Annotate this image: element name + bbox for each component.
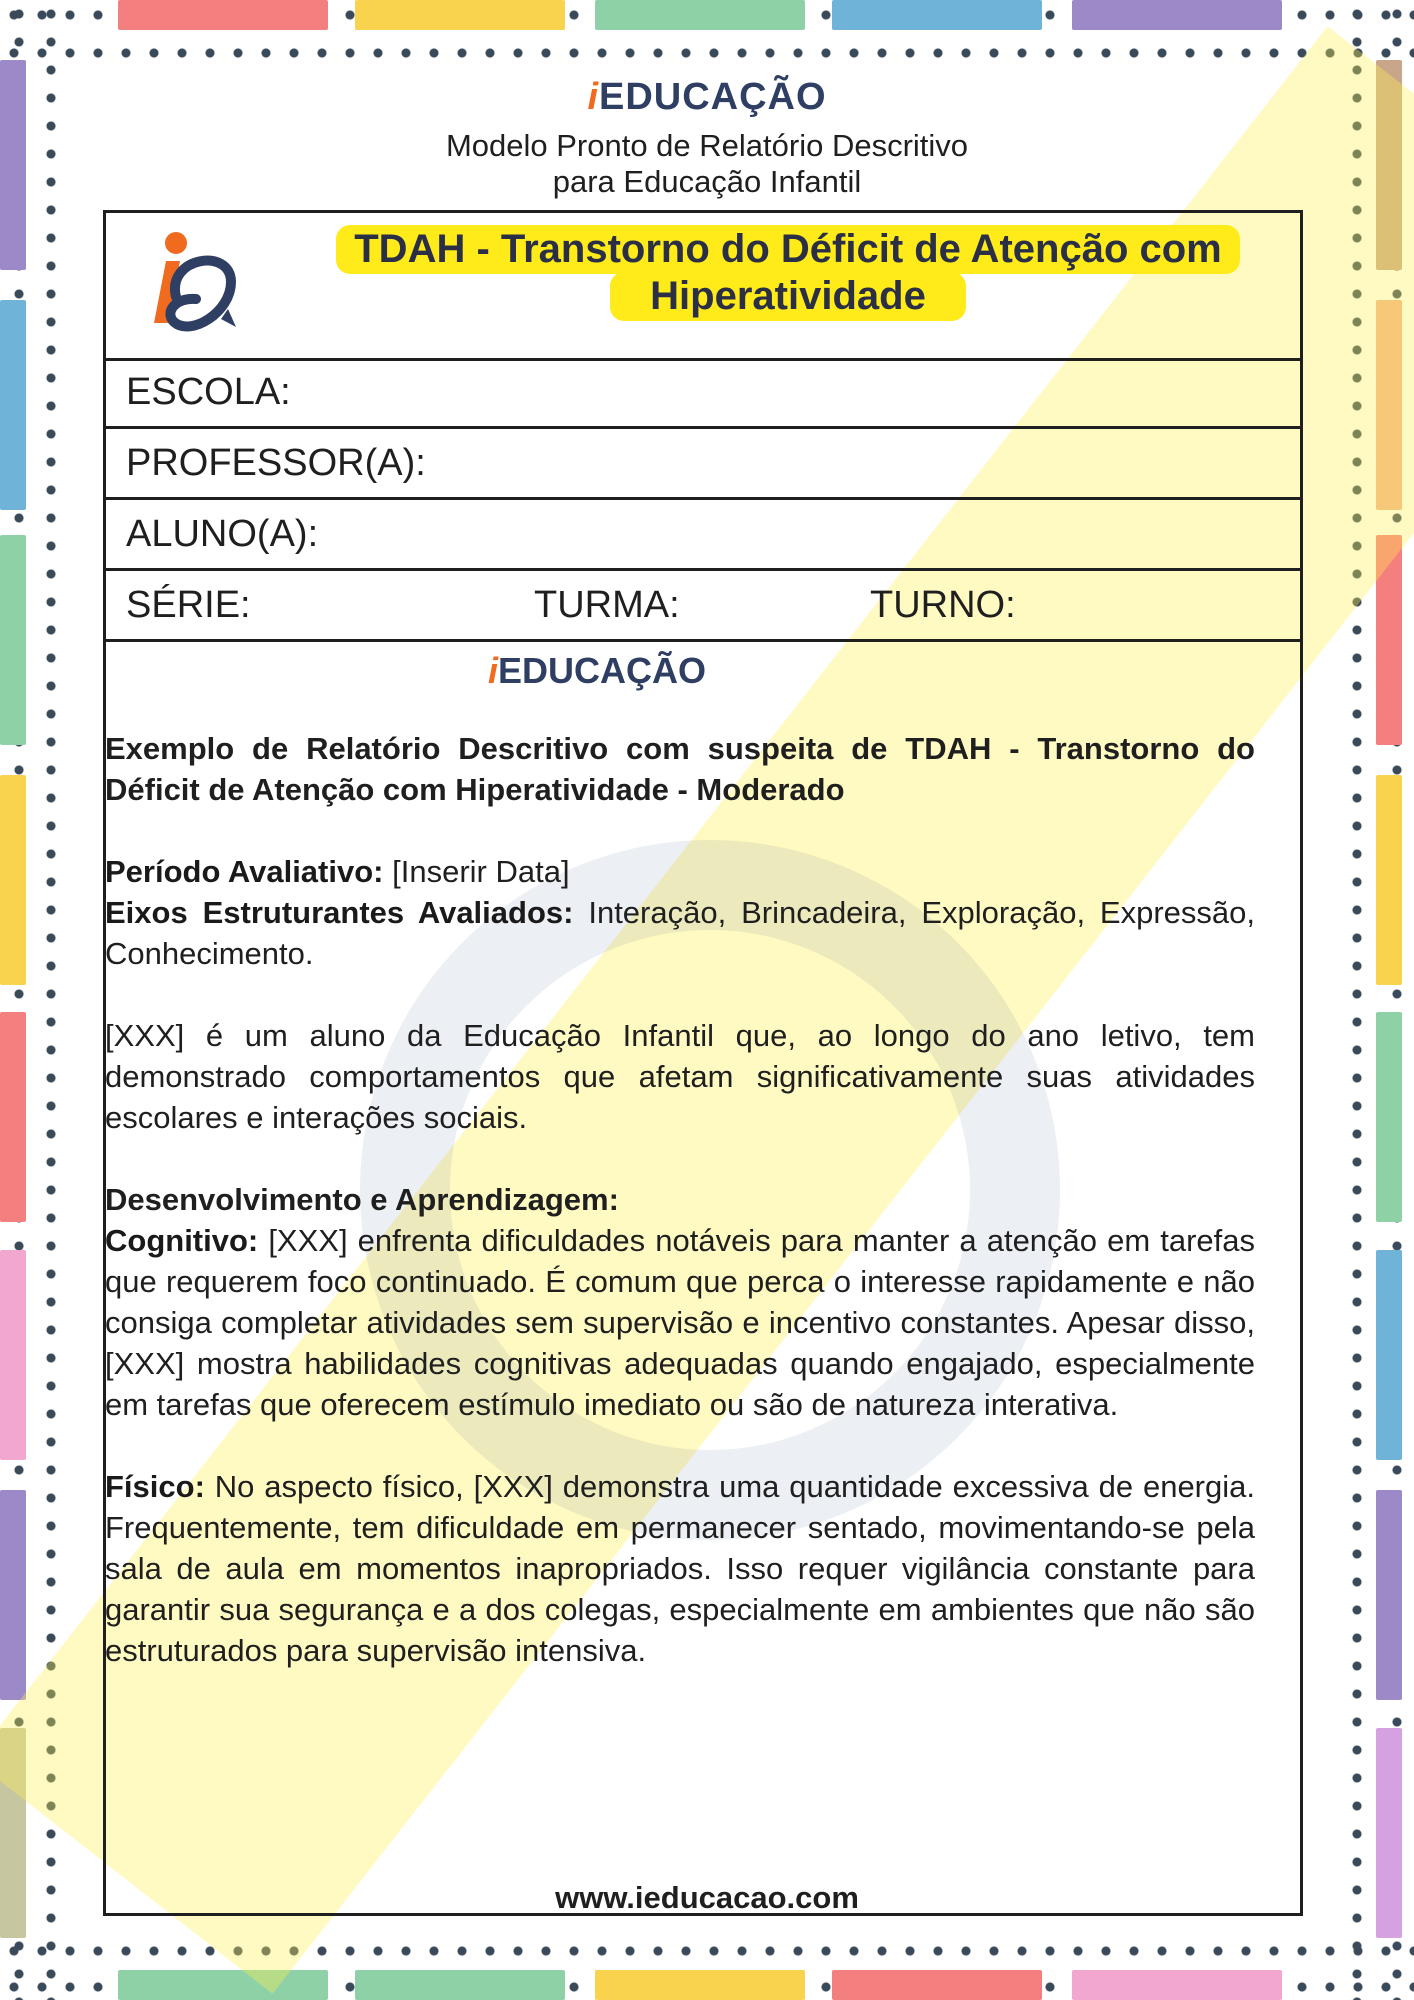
color-strip xyxy=(1376,1012,1402,1222)
field-label-serie: SÉRIE: xyxy=(126,584,251,626)
fisico-paragraph xyxy=(105,1466,1255,1671)
brand-logo-top xyxy=(0,76,1414,119)
color-strip xyxy=(355,1970,565,2000)
color-strip xyxy=(595,1970,805,2000)
eixos-label: Eixos Estruturantes Avaliados: xyxy=(105,895,574,930)
ieducacao-logo-icon xyxy=(136,227,246,347)
dot-border-top xyxy=(0,8,1414,22)
eixos-line xyxy=(105,892,1255,974)
color-strip xyxy=(1376,300,1402,510)
color-strip xyxy=(595,0,805,30)
color-strip xyxy=(0,1490,26,1700)
footer-url-link[interactable]: www.ieducacao.com xyxy=(555,1880,859,1915)
field-label-turma: TURMA: xyxy=(534,584,680,626)
cognitivo-text: [XXX] enfrenta dificuldades notáveis para manter a atenção em tarefas que requerem foco continuado. É comum que perca o interesse rapidamente e não consiga completar atividades sem supervisão e incentivo constantes. Apesar disso, [XXX] mostra habilidades cognitivas adequadas quando engajado, especialmente em tarefas que oferecem estímulo imediato ou são de natureza interativa. xyxy=(105,1223,1255,1422)
page-subtitle xyxy=(0,128,1414,200)
color-strip xyxy=(0,535,26,745)
field-serie-turma-turno[interactable] xyxy=(106,571,1300,642)
dot-border-left-inner xyxy=(44,0,58,2000)
dot-border-right xyxy=(1390,0,1404,2000)
title-line-2: Hiperatividade xyxy=(610,272,966,321)
dot-border-left xyxy=(12,0,26,2000)
card-header xyxy=(106,213,1300,361)
subtitle-line-2: para Educação Infantil xyxy=(552,164,862,199)
color-strip xyxy=(1072,1970,1282,2000)
report-heading: Exemplo de Relatório Descritivo com suspeita de TDAH - Transtorno do Déficit de Atenção com Hiperatividade - Moderado xyxy=(105,731,1255,807)
brand-i: i xyxy=(587,76,599,118)
desenvolvimento-heading: Desenvolvimento e Aprendizagem: xyxy=(105,1182,619,1217)
color-strip xyxy=(1376,1490,1402,1700)
dot-border-right-inner xyxy=(1350,0,1364,2000)
subtitle-line-1: Modelo Pronto de Relatório Descritivo xyxy=(445,128,969,163)
periodo-line xyxy=(105,851,1255,892)
color-strip xyxy=(0,300,26,510)
brand-logo-inner xyxy=(0,650,1194,692)
color-strip xyxy=(1376,775,1402,985)
brand-name: EDUCAÇÃO xyxy=(599,76,827,118)
dot-border-top-inner xyxy=(0,46,1414,60)
eixos-value: Interação, Brincadeira, Exploração, Expressão, Conhecimento. xyxy=(105,895,1255,971)
intro-paragraph: [XXX] é um aluno da Educação Infantil que, ao longo do ano letivo, tem demonstrado comportamentos que afetam significativamente suas atividades escolares e interações sociais. xyxy=(105,1018,1255,1135)
color-strip xyxy=(1376,1250,1402,1460)
color-strip xyxy=(1072,0,1282,30)
color-strip xyxy=(0,775,26,985)
title-line-1: TDAH - Transtorno do Déficit de Atenção com xyxy=(336,225,1239,274)
color-strip xyxy=(118,1970,328,2000)
field-aluno[interactable] xyxy=(106,500,1300,571)
field-label-escola: ESCOLA: xyxy=(126,371,291,413)
dot-border-bottom xyxy=(0,1980,1414,1994)
field-escola[interactable] xyxy=(106,358,1300,429)
fisico-label: Físico: xyxy=(105,1469,205,1504)
color-strip xyxy=(118,0,328,30)
cognitivo-paragraph xyxy=(105,1220,1255,1425)
field-label-aluno: ALUNO(A): xyxy=(126,513,319,555)
inner-brand-name: EDUCAÇÃO xyxy=(498,650,707,691)
color-strip xyxy=(0,1012,26,1222)
field-professor[interactable] xyxy=(106,429,1300,500)
color-strip xyxy=(832,0,1042,30)
color-strip xyxy=(1376,535,1402,745)
report-title xyxy=(288,225,1288,321)
periodo-value: [Inserir Data] xyxy=(383,854,570,889)
field-label-turno: TURNO: xyxy=(870,584,1016,626)
fisico-text: No aspecto físico, [XXX] demonstra uma quantidade excessiva de energia. Frequentemente, tem dificuldade em permanecer sentado, movimentando-se pela sala de aula em momentos inapropriados. Isso requer vigilância constante para garantir sua segurança e a dos colegas, especialmente em ambientes que não são estruturados para supervisão intensiva. xyxy=(105,1469,1255,1668)
color-strip xyxy=(0,1250,26,1460)
inner-brand-i: i xyxy=(487,650,498,691)
cognitivo-label: Cognitivo: xyxy=(105,1223,259,1258)
dot-border-bottom-inner xyxy=(0,1944,1414,1958)
field-label-professor: PROFESSOR(A): xyxy=(126,442,426,484)
color-strip xyxy=(355,0,565,30)
periodo-label: Período Avaliativo: xyxy=(105,854,384,889)
color-strip xyxy=(832,1970,1042,2000)
report-content xyxy=(105,728,1255,1671)
